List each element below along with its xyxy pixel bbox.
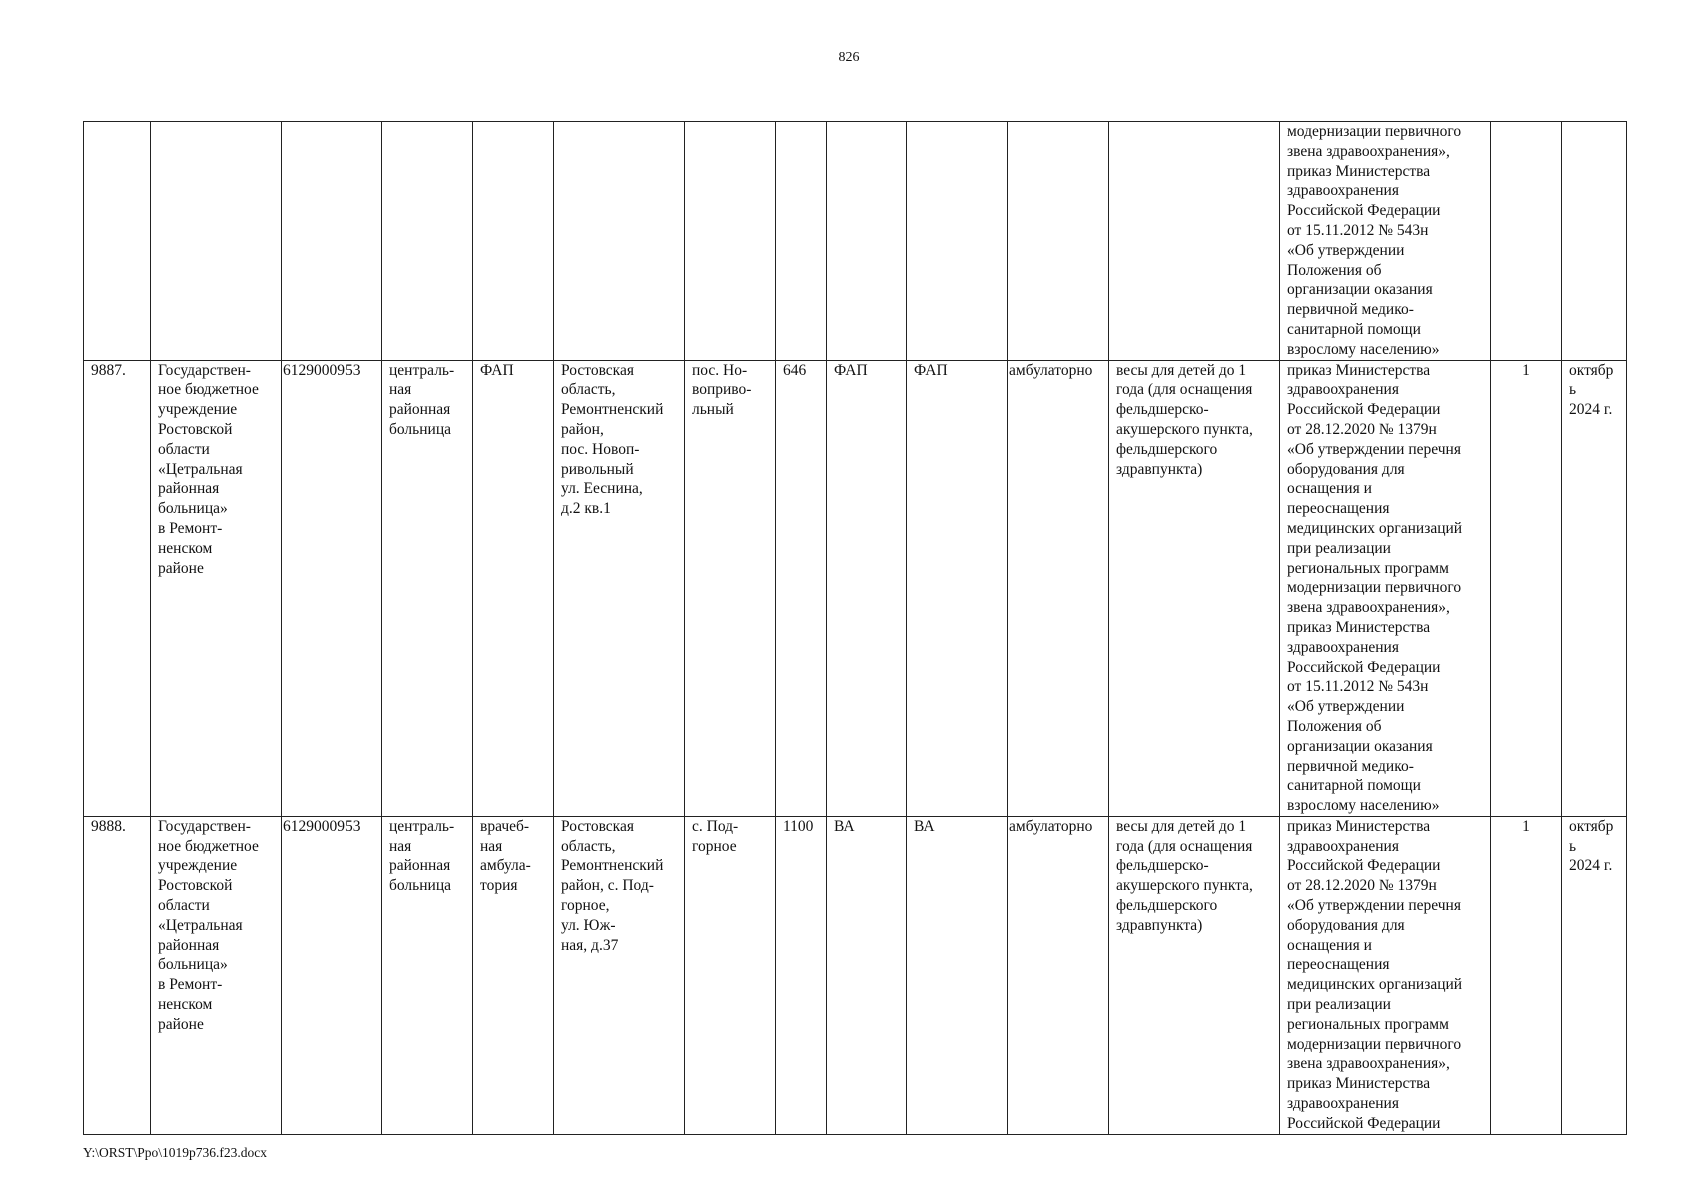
cell-num: 9887. — [84, 360, 151, 816]
cell-address: Ростовская область, Ремонтненский район, с. Под- горное, ул. Юж- ная, д.37 — [554, 816, 685, 1134]
cell-type — [382, 122, 473, 361]
cell-org: Государствен- ное бюджетное учреждение Ростовской области «Цетральная районная больница» в Ремонт- ненском районе — [151, 360, 282, 816]
cell-qty: 1 — [1491, 360, 1562, 816]
cell-pop: 646 — [776, 360, 827, 816]
cell-kind2: ВА — [907, 816, 1008, 1134]
footer-file-path: Y:\ORST\Ppo\1019p736.f23.docx — [83, 1145, 268, 1160]
cell-basis: модернизации первичного звена здравоохранения», приказ Министерства здравоохранения Российской Федерации от 15.11.2012 № 543н «Об утверждении Положения об организации оказания первичной медико- санитарной помощи взрослому населению» — [1280, 122, 1491, 361]
cell-kind1 — [827, 122, 907, 361]
cell-org: Государствен- ное бюджетное учреждение Ростовской области «Цетральная районная больница» в Ремонт- ненском районе — [151, 816, 282, 1134]
equipment-table-container — [83, 121, 1626, 1135]
cell-num: 9888. — [84, 816, 151, 1134]
equipment-table — [83, 121, 1627, 1135]
cell-address: Ростовская область, Ремонтненский район, пос. Новоп- ривольный ул. Ееснина, д.2 кв.1 — [554, 360, 685, 816]
cell-date — [1562, 122, 1627, 361]
cell-type: централь- ная районная больница — [382, 360, 473, 816]
cell-equipment: весы для детей до 1 года (для оснащения фельдшерско- акушерского пункта, фельдшерского здравпункта) — [1109, 360, 1280, 816]
cell-mode: амбулаторно — [1008, 360, 1109, 816]
cell-date: октябрь 2024 г. — [1562, 816, 1627, 1134]
cell-org — [151, 122, 282, 361]
cell-address — [554, 122, 685, 361]
table-row-continuation — [84, 122, 1627, 361]
cell-qty: 1 — [1491, 816, 1562, 1134]
cell-locality: пос. Но- воприво- льный — [685, 360, 776, 816]
cell-inn: 6129000953 — [282, 816, 382, 1134]
cell-mode: амбулаторно — [1008, 816, 1109, 1134]
cell-inn — [282, 122, 382, 361]
cell-type: централь- ная районная больница — [382, 816, 473, 1134]
cell-qty — [1491, 122, 1562, 361]
cell-equipment: весы для детей до 1 года (для оснащения фельдшерско- акушерского пункта, фельдшерского здравпункта) — [1109, 816, 1280, 1134]
cell-basis: приказ Министерства здравоохранения Российской Федерации от 28.12.2020 № 1379н «Об утверждении перечня оборудования для оснащения и переоснащения медицинских организаций при реализации региональных программ модернизации первичного звена здравоохранения», приказ Министерства здравоохранения Российской Федерации — [1280, 816, 1491, 1134]
cell-subdiv — [473, 122, 554, 361]
cell-kind1: ВА — [827, 816, 907, 1134]
cell-pop — [776, 122, 827, 361]
cell-inn: 6129000953 — [282, 360, 382, 816]
cell-kind2: ФАП — [907, 360, 1008, 816]
cell-locality — [685, 122, 776, 361]
cell-mode — [1008, 122, 1109, 361]
cell-date: октябрь 2024 г. — [1562, 360, 1627, 816]
cell-num — [84, 122, 151, 361]
cell-kind2 — [907, 122, 1008, 361]
table-row-9888 — [84, 816, 1627, 1134]
cell-subdiv: ФАП — [473, 360, 554, 816]
cell-basis: приказ Министерства здравоохранения Российской Федерации от 28.12.2020 № 1379н «Об утверждении перечня оборудования для оснащения и переоснащения медицинских организаций при реализации региональных программ модернизации первичного звена здравоохранения», приказ Министерства здравоохранения Российской Федерации от 15.11.2012 № 543н «Об утверждении Положения об организации оказания первичной медико- санитарной помощи взрослому населению» — [1280, 360, 1491, 816]
cell-subdiv: врачеб- ная амбула- тория — [473, 816, 554, 1134]
cell-pop: 1100 — [776, 816, 827, 1134]
table-row-9887 — [84, 360, 1627, 816]
cell-equipment — [1109, 122, 1280, 361]
cell-locality: с. Под- горное — [685, 816, 776, 1134]
page-number: 826 — [838, 50, 860, 65]
cell-kind1: ФАП — [827, 360, 907, 816]
